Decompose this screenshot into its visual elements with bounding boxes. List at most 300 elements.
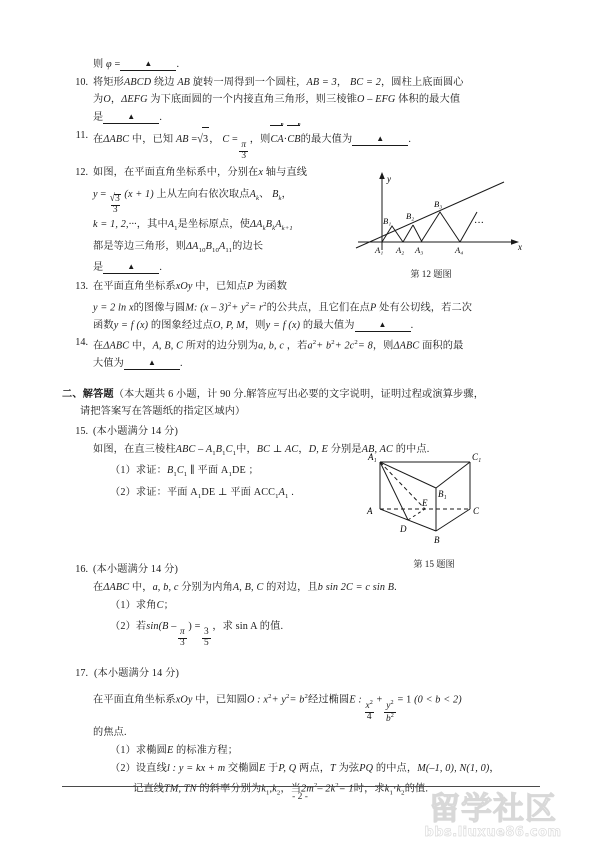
q17-p2-t12: 的值. bbox=[404, 783, 429, 795]
q10-answer-blank: ▲ bbox=[103, 111, 159, 124]
question-10-number: 10. bbox=[75, 76, 88, 88]
q11-dot: · bbox=[283, 134, 288, 146]
q17-f2n: y bbox=[386, 700, 391, 711]
q13-yfx2: y = f (x) bbox=[265, 319, 301, 331]
section-two-line-2: 请把答案写在答题纸的指定区域内） bbox=[80, 406, 246, 418]
carryover-prefix: 则 bbox=[93, 59, 104, 70]
q15-t3: ， bbox=[298, 443, 309, 455]
q16-t1: 在 bbox=[93, 582, 104, 593]
q15-bcac: BC ⊥ AC bbox=[256, 443, 299, 455]
q12-y: y bbox=[93, 188, 98, 200]
q17-p2-t10: ，当 bbox=[280, 783, 302, 795]
q13-yfx: y = f (x) bbox=[113, 319, 149, 331]
q15-p1-label: （1） bbox=[110, 465, 136, 477]
q10-bc-eq: BC = 2 bbox=[349, 76, 381, 88]
q13-m: M bbox=[185, 301, 194, 313]
q12-c1: 、 bbox=[259, 188, 270, 200]
q13-t5: 的公共点，且它们在点 bbox=[266, 301, 371, 313]
q12-t1: 如图，在平面直角坐标系中，分别在 bbox=[93, 166, 259, 178]
q15-p1-s3: 1 bbox=[228, 471, 232, 479]
figure-15-caption: 第 15 题图 bbox=[413, 559, 455, 569]
q15-p2-s3: 1 bbox=[285, 492, 289, 500]
question-14 bbox=[62, 334, 540, 373]
q16-f1-den: 3 bbox=[179, 637, 185, 648]
question-10-line-2 bbox=[93, 91, 540, 109]
q17-p2-line: l : y = kx + m bbox=[166, 762, 226, 774]
q17-sup1: 2 bbox=[268, 693, 272, 701]
q16-f1-num: π bbox=[179, 627, 185, 638]
figure-question-15 bbox=[348, 443, 528, 569]
watermark-main-text: 留学社区 bbox=[429, 791, 557, 827]
question-11-number: 11. bbox=[75, 130, 88, 142]
q14-abc: ΔABC bbox=[103, 340, 130, 352]
vertex-label-d: D bbox=[400, 524, 407, 534]
section-two-heading bbox=[62, 386, 540, 404]
q12-t2: 轴与直线 bbox=[265, 166, 308, 178]
q14-t3: 所对的边分别为 bbox=[185, 340, 259, 352]
question-17-score: (本小题满分 14 分) bbox=[94, 667, 179, 679]
question-17-part-1 bbox=[93, 742, 540, 760]
watermark-url-text: bbs.liuxue86.com bbox=[424, 825, 562, 840]
q11-t2: 中，已知 bbox=[131, 134, 174, 146]
q12-k: k = 1, 2,··· bbox=[93, 219, 137, 231]
q10-t7: 体积的最大值 bbox=[398, 94, 461, 106]
q13-eq: : (x – 3) bbox=[193, 301, 228, 313]
q17-p2-t: T bbox=[330, 762, 336, 774]
q16-fraction-pi3 bbox=[178, 628, 187, 649]
q17-range: (0 < b < 2) bbox=[414, 694, 462, 706]
question-15-score: (本小题满分 14 分) bbox=[93, 425, 178, 437]
q17-sup3: 2 bbox=[304, 693, 308, 701]
q17-p2-tmtn: TM, TN bbox=[164, 783, 197, 795]
q14-sup1: 2 bbox=[312, 339, 317, 347]
question-17-number: 17. bbox=[75, 667, 88, 679]
q17-f2ds: 2 bbox=[390, 711, 395, 719]
q17-p2-k1s: 1 bbox=[266, 789, 270, 797]
axis-label-x: x bbox=[518, 242, 522, 252]
q14-tri: ΔABC bbox=[393, 340, 420, 352]
q11-eq: = bbox=[191, 134, 198, 146]
q17-eq1: = 1 bbox=[397, 694, 412, 706]
q10-t3: 旋转一周得到一个圆柱， bbox=[192, 76, 307, 88]
q13-sup3: 2 bbox=[263, 300, 267, 308]
section-two-label: 二、 bbox=[62, 388, 83, 400]
q16-p1-label: （1） bbox=[110, 599, 136, 611]
q12-l4s3: 11 bbox=[225, 246, 233, 254]
q17-p2-t6: 的中点， bbox=[375, 762, 418, 774]
q17-circ: O : x bbox=[246, 694, 269, 706]
point-label-b3: B₃ bbox=[434, 199, 443, 209]
q12-t3: 上从左向右依次取点 bbox=[156, 188, 250, 200]
q17-fraction-yb bbox=[384, 700, 396, 725]
q11-frac-den: 3 bbox=[241, 151, 247, 162]
q12-t8: 的边长 bbox=[232, 240, 264, 252]
q16-t4: 的对边，且 bbox=[266, 582, 318, 593]
q15-p1-b: C bbox=[176, 465, 184, 477]
q14-t1: 在 bbox=[93, 340, 104, 352]
ellipsis-label: ··· bbox=[474, 218, 484, 229]
q17-p2-sup1: 2 bbox=[313, 782, 318, 790]
vertex-label-a1: A₁ bbox=[368, 452, 377, 462]
question-17-stem-2: 的焦点. bbox=[93, 727, 127, 739]
question-13-number: 13. bbox=[75, 281, 88, 292]
q17-p2-t1: 设直线 bbox=[135, 762, 167, 774]
q15-p2-d: . bbox=[288, 486, 294, 498]
segment-a1d bbox=[380, 462, 408, 520]
q17-p2-k2: k bbox=[272, 783, 277, 795]
q12-t5: ，其中 bbox=[136, 219, 168, 231]
q12-tri-b: B bbox=[265, 219, 273, 231]
q15-p1-d: DE ； bbox=[231, 465, 259, 477]
question-17 bbox=[62, 665, 540, 803]
q17-xoy: xOy bbox=[175, 694, 193, 706]
q13-t4: 的图像与圆 bbox=[133, 301, 186, 313]
q15-ps3: 1 bbox=[232, 449, 237, 457]
point-label-a3: A₃ bbox=[415, 245, 424, 255]
q16-abc: ΔABC bbox=[103, 582, 130, 593]
q16-p1-tail: ； bbox=[163, 599, 174, 611]
q12-l4b: B bbox=[205, 240, 212, 252]
q15-p2-s1: 1 bbox=[197, 492, 202, 500]
question-10-body bbox=[88, 74, 540, 127]
q17-fraction-x4 bbox=[363, 700, 375, 723]
q17-p2-sup2: 2 bbox=[335, 782, 339, 790]
q17-plus2: + bbox=[376, 694, 383, 706]
q10-abcd: ABCD bbox=[124, 76, 152, 88]
q17-p2-e: E bbox=[258, 762, 266, 774]
carryover-line bbox=[62, 56, 540, 74]
question-14-number: 14. bbox=[75, 337, 88, 349]
q13-t6: 处有公切线，若二次 bbox=[379, 301, 473, 313]
q12-l4s1: 10 bbox=[198, 246, 206, 254]
axis-label-y: y bbox=[387, 174, 391, 184]
carryover-equals: = bbox=[114, 59, 121, 70]
question-12-number: 12. bbox=[75, 166, 88, 178]
q15-abac: AB, AC bbox=[361, 443, 393, 455]
segment-de-dashed bbox=[408, 509, 425, 520]
q15-p2-b: DE ⊥ 平面 ACC bbox=[201, 486, 276, 498]
tri2-left bbox=[403, 225, 413, 242]
q17-p2-pq: P, Q bbox=[278, 762, 297, 774]
figure-12-svg bbox=[352, 168, 532, 260]
q15-ps2: 1 bbox=[222, 449, 226, 457]
question-13-body bbox=[88, 278, 540, 334]
q17-p2-dot: · bbox=[392, 783, 397, 795]
section-two-line-1: （本大题共 6 小题，计 90 分.解答应写出必要的文字说明，证明过程或演算步骤， bbox=[113, 388, 485, 400]
q14-eq-a: a bbox=[307, 340, 313, 352]
q11-vector-ca bbox=[270, 128, 283, 152]
point-label-a4: A₄ bbox=[455, 245, 464, 255]
q13-xoy: xOy bbox=[175, 281, 193, 292]
q16-fraction-35 bbox=[202, 628, 211, 649]
q17-p1-label: （1） bbox=[110, 745, 136, 757]
q15-p1-s2: 1 bbox=[183, 471, 188, 479]
question-16-number: 16. bbox=[75, 564, 88, 576]
q17-f1d: 4 bbox=[366, 711, 372, 722]
q17-t2: 中，已知圆 bbox=[195, 694, 247, 706]
question-13-line-3 bbox=[93, 317, 540, 335]
q15-pc: C bbox=[225, 443, 233, 455]
q11-sqrt3: 3 bbox=[202, 127, 209, 152]
q17-f1n: x bbox=[365, 700, 370, 711]
q15-p1-s1: 1 bbox=[173, 471, 177, 479]
q15-p2-label: （2） bbox=[110, 486, 136, 498]
figure-15-svg bbox=[348, 443, 528, 550]
question-17-body bbox=[88, 665, 540, 803]
question-16-part-1 bbox=[93, 597, 540, 615]
q11-c1: ， bbox=[209, 134, 220, 146]
vertex-label-e: E bbox=[422, 498, 428, 508]
q10-t1: 将矩形 bbox=[93, 76, 125, 88]
q13-t3: 为函数 bbox=[256, 281, 288, 292]
question-13 bbox=[62, 278, 540, 334]
q12-bk: B bbox=[272, 188, 279, 200]
question-10 bbox=[62, 74, 540, 127]
q13-t2: 中，已知点 bbox=[195, 281, 247, 292]
q10-t4: ，圆柱上底面圆心 bbox=[380, 76, 464, 88]
q10-ab: AB bbox=[177, 76, 191, 88]
q10-o: O bbox=[103, 94, 111, 106]
q13-end: . bbox=[410, 319, 414, 331]
q17-p1-sym: E bbox=[166, 745, 174, 757]
q13-t9: ，则 bbox=[244, 319, 266, 331]
q17-t3: 经过椭圆 bbox=[308, 694, 350, 706]
q11-t3: ，则 bbox=[249, 134, 271, 146]
q12-answer-blank: ▲ bbox=[103, 261, 159, 274]
q17-p2-k2s: 2 bbox=[276, 789, 281, 797]
question-17-stem-1 bbox=[93, 682, 540, 724]
q12-x: x bbox=[258, 166, 264, 178]
q13-eqr: = r bbox=[249, 301, 264, 313]
q15-t5: 的中点. bbox=[395, 443, 430, 455]
q11-ca: CA bbox=[270, 134, 284, 146]
q17-p2-t9: 的斜率分别为 bbox=[199, 783, 262, 795]
q16-p1-sym: C bbox=[156, 599, 164, 611]
q11-vector-cb bbox=[287, 128, 300, 152]
q16-abc2: a, b, c bbox=[152, 582, 179, 593]
q12-fraction bbox=[108, 194, 123, 216]
question-16-stem bbox=[93, 579, 540, 597]
q15-p2-s2: 1 bbox=[275, 492, 279, 500]
q12-t6: 是坐标原点，使 bbox=[177, 219, 251, 231]
q11-fraction bbox=[239, 141, 248, 162]
q14-plus-c: + 2c bbox=[334, 340, 355, 352]
figure-question-12 bbox=[352, 168, 532, 279]
q17-p2-k2bs: 2 bbox=[401, 789, 405, 797]
q16-t2: 中， bbox=[131, 582, 153, 593]
q15-p1-c: ∥ 平面 A bbox=[187, 465, 229, 477]
q12-t4: ， bbox=[281, 188, 293, 200]
q15-ps1: 1 bbox=[212, 449, 216, 457]
q15-prism: ABC – A bbox=[175, 443, 213, 455]
q14-end: . bbox=[180, 358, 183, 370]
q14-eq8: = 8 bbox=[357, 340, 373, 352]
q10-ab-eq: AB = 3 bbox=[306, 76, 337, 88]
q17-p2-label: （2） bbox=[110, 762, 136, 774]
q15-p2-a: 平面 A bbox=[166, 486, 198, 498]
q17-f1ns: 2 bbox=[369, 698, 374, 706]
q17-p2-pq2: PQ bbox=[359, 762, 374, 774]
q13-p2: P bbox=[370, 301, 377, 313]
q15-pb: B bbox=[215, 443, 223, 455]
q12-end: . bbox=[159, 262, 163, 274]
q12-ak: A bbox=[249, 188, 256, 200]
q17-p2-k2b: k bbox=[396, 783, 402, 795]
question-10-line-1 bbox=[93, 74, 540, 92]
question-15-number: 15. bbox=[75, 425, 88, 437]
q17-sup2: 2 bbox=[286, 693, 290, 701]
q15-p2-c: A bbox=[278, 486, 286, 498]
question-14-line-2 bbox=[93, 355, 540, 373]
q17-p2-mn: M(–1, 0), N(1, 0) bbox=[417, 762, 490, 774]
question-11-body bbox=[88, 127, 540, 162]
q17-p1-tail: 的标准方程； bbox=[176, 745, 239, 757]
q13-t8: 的图象经过点 bbox=[150, 319, 213, 331]
sqrt-icon: √ bbox=[109, 193, 116, 206]
vertex-label-b: B bbox=[434, 535, 440, 545]
q15-t1: 如图，在直三棱柱 bbox=[93, 443, 176, 455]
question-13-line-2 bbox=[93, 296, 540, 317]
q12-t9: 是 bbox=[93, 262, 104, 274]
sqrt-icon: √ bbox=[197, 133, 204, 147]
q15-de: D, E bbox=[308, 443, 328, 455]
q17-p2-t11: 时，求 bbox=[353, 783, 385, 795]
q12-ak-sub: k bbox=[255, 194, 260, 202]
q17-p2-k1bs: 1 bbox=[389, 789, 393, 797]
q17-f2d: b bbox=[385, 713, 391, 724]
q10-t2: 绕边 bbox=[153, 76, 175, 88]
q17-p2-eqb: – 2k bbox=[317, 783, 336, 795]
q17-p2-t7: ， bbox=[489, 762, 500, 774]
page-number: - 2 - bbox=[292, 792, 308, 802]
q11-abc: ΔABC bbox=[103, 134, 130, 146]
q14-t5: ，则 bbox=[372, 340, 394, 352]
q12-l4tri: ΔA bbox=[186, 240, 199, 252]
question-16-body bbox=[88, 561, 540, 648]
q11-end: . bbox=[408, 134, 412, 146]
q12-tri: ΔA bbox=[250, 219, 263, 231]
question-14-line-1 bbox=[93, 334, 540, 355]
q16-p2-expr-a: sin(B – bbox=[146, 621, 177, 633]
q16-t3: 分别为内角 bbox=[181, 582, 233, 593]
q17-t1: 在平面直角坐标系 bbox=[93, 694, 176, 706]
q13-t1: 在平面直角坐标系 bbox=[93, 281, 176, 292]
q11-ab: AB bbox=[175, 134, 189, 146]
q16-p1-text: 求角 bbox=[135, 599, 157, 611]
carryover-symbol: φ bbox=[106, 59, 112, 70]
figure-12-caption: 第 12 题图 bbox=[410, 269, 452, 279]
q12-tri-c: A bbox=[275, 219, 282, 231]
q16-f2-num: 3 bbox=[203, 627, 209, 638]
question-10-line-3 bbox=[93, 109, 540, 127]
q11-t4: 的最大值为 bbox=[300, 134, 353, 146]
edge-a1b1 bbox=[380, 462, 436, 488]
q11-answer-blank: ▲ bbox=[352, 133, 408, 146]
q14-ABC: A, B, C bbox=[152, 340, 184, 352]
q14-t6: 面积的最 bbox=[422, 340, 464, 352]
q11-eq2: = bbox=[232, 134, 238, 146]
q16-p2-text: 若 bbox=[135, 621, 147, 633]
q14-sup2: 2 bbox=[331, 339, 335, 347]
question-11 bbox=[62, 127, 540, 162]
q17-p2-eqa: 2m bbox=[301, 783, 314, 795]
q14-abc2: a, b, c bbox=[258, 340, 285, 352]
vertex-label-a: A bbox=[367, 506, 373, 516]
q15-p2-prompt: 求证： bbox=[135, 486, 167, 498]
q16-p2-label: （2） bbox=[110, 621, 136, 633]
q15-t2: 中， bbox=[236, 443, 257, 455]
slant-line bbox=[356, 182, 504, 248]
edge-cb bbox=[436, 509, 470, 531]
edge-c1b1 bbox=[436, 462, 470, 488]
q14-t4: ，若 bbox=[286, 340, 308, 352]
q12-tri-s1: k bbox=[262, 225, 266, 233]
q10-c1: ， bbox=[336, 76, 348, 88]
question-16-score: (本小题满分 14 分) bbox=[93, 564, 178, 576]
question-11-line-1 bbox=[93, 127, 540, 162]
q17-f2ns: 2 bbox=[390, 698, 394, 706]
q17-p2-t4: 两点， bbox=[299, 762, 331, 774]
q13-p: P bbox=[246, 281, 254, 292]
q14-plus-b: + b bbox=[316, 340, 332, 352]
q13-t7: 函数 bbox=[93, 319, 114, 331]
question-16-part-2 bbox=[93, 614, 540, 649]
q13-opm: O, P, M bbox=[212, 319, 245, 331]
question-16 bbox=[62, 561, 540, 648]
q12-frac-den: 3 bbox=[112, 205, 118, 216]
q13-sup1: 2 bbox=[227, 300, 232, 308]
q17-p2-t5: 为弦 bbox=[338, 762, 360, 774]
question-17-part-2-line-1 bbox=[93, 760, 540, 778]
q10-t5: 为 bbox=[93, 94, 104, 106]
q10-c2: ， bbox=[110, 94, 122, 106]
q12-t7: 都是等边三角形，则 bbox=[93, 240, 187, 252]
q17-p2-k1b: k bbox=[384, 783, 390, 795]
q16-p2-expr-b: ) = bbox=[188, 621, 201, 633]
q17-p2-k1: k bbox=[261, 783, 267, 795]
footer-rule bbox=[62, 786, 540, 787]
tri2-right bbox=[413, 225, 422, 242]
q14-sup3: 2 bbox=[354, 339, 358, 347]
carryover-period: . bbox=[176, 59, 180, 70]
q11-cb: CB bbox=[287, 134, 301, 146]
q11-frac-num: π bbox=[241, 140, 247, 151]
q14-answer-blank: ▲ bbox=[124, 357, 180, 370]
q13-plus: + y bbox=[231, 301, 246, 313]
q17-p2-t8: 记直线 bbox=[133, 783, 165, 795]
q10-t8: 是 bbox=[93, 111, 104, 123]
vertex-label-c1: C₁ bbox=[472, 452, 482, 462]
q14-t2: 中， bbox=[131, 340, 153, 352]
q13-ylnx: y = 2 ln x bbox=[93, 301, 134, 313]
q16-f2-den: 5 bbox=[203, 637, 209, 648]
point-label-a1: A₁ bbox=[375, 245, 384, 255]
y-axis-arrow-icon bbox=[379, 172, 385, 179]
q16-ABC: A, B, C bbox=[232, 582, 264, 593]
segment-a1e-dashed bbox=[380, 462, 425, 509]
q15-t4: 分别是 bbox=[330, 443, 362, 455]
q17-e: E : bbox=[349, 694, 362, 706]
q15-p1-prompt: 求证： bbox=[135, 465, 167, 477]
q12-l4c: A bbox=[219, 240, 226, 252]
q12-paren: (x + 1) bbox=[124, 188, 154, 200]
carryover-blank: ▲ bbox=[120, 58, 176, 71]
q12-bk-sub: k bbox=[278, 194, 282, 202]
q17-eqb: = b bbox=[289, 694, 305, 706]
q12-l4s2: 10 bbox=[211, 246, 219, 254]
q17-p2-comma: , bbox=[269, 783, 273, 795]
q12-tri-s2: k bbox=[272, 225, 276, 233]
